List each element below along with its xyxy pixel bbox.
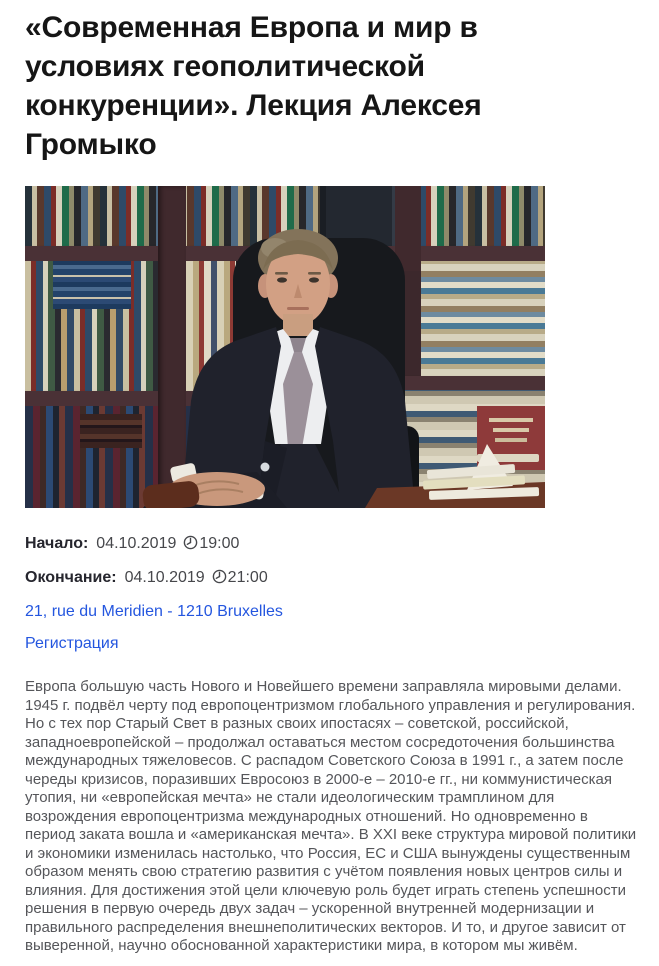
start-time: 19:00 (199, 535, 240, 552)
venue-address-link[interactable]: 21, rue du Meridien - 1210 Bruxelles (25, 603, 283, 620)
clock-icon (212, 569, 227, 590)
registration-link[interactable]: Регистрация (25, 635, 119, 652)
start-label: Начало: (25, 535, 89, 552)
chair-arm (142, 480, 200, 508)
end-time: 21:00 (227, 569, 268, 586)
event-end-row (25, 568, 645, 590)
event-start-row (25, 534, 645, 556)
page-title: «Современная Европа и мир в условиях геополитической конкуренции». Лекция Алексея Громыко (25, 11, 482, 161)
start-date: 04.10.2019 (96, 535, 177, 552)
end-label: Окончание: (25, 569, 117, 586)
event-description: Европа большую часть Нового и Новейшего времени заправляла мировыми делами. 1945 г. подвёл черту под европоцентризмом глобального управления и регулирования. Но с тех пор Старый Свет в разных своих ипостасях – советской, российской, западноевропейской – продолжал оставаться местом сосредоточения большинства международных тяжеловесов. С распадом Советского Союза в 1991 г., а затем после череды кризисов, поразивших Евросоюз в 2000-е – 2010-е гг., ни коммунистическая утопия, ни «европейская мечта» не стали идеологическим трамплином для возрождения европоцентризма международных отношений. Но одновременно в период заката вошла и «американская мечта». В XXI веке структура мировой политики и экономики изменилась настолько, что Россия, ЕС и США вынуждены существенным образом менять свою стратегию развития с учётом появления новых центров силы и влияния. Для достижения этой цели ключевую роль будет играть степень успешности решения в первую очередь двух задач – ускоренной внутренней модернизации и правильного распределения внешнеполитических векторов. И то, и другое зависит от выверенной, научно обоснованной характеристики мира, в котором мы живём. (25, 678, 637, 954)
lecturer-illustration (25, 186, 545, 508)
clock-icon (183, 535, 198, 556)
event-meta (25, 534, 645, 666)
lecture-photo (25, 186, 545, 508)
end-date: 04.10.2019 (124, 569, 205, 586)
